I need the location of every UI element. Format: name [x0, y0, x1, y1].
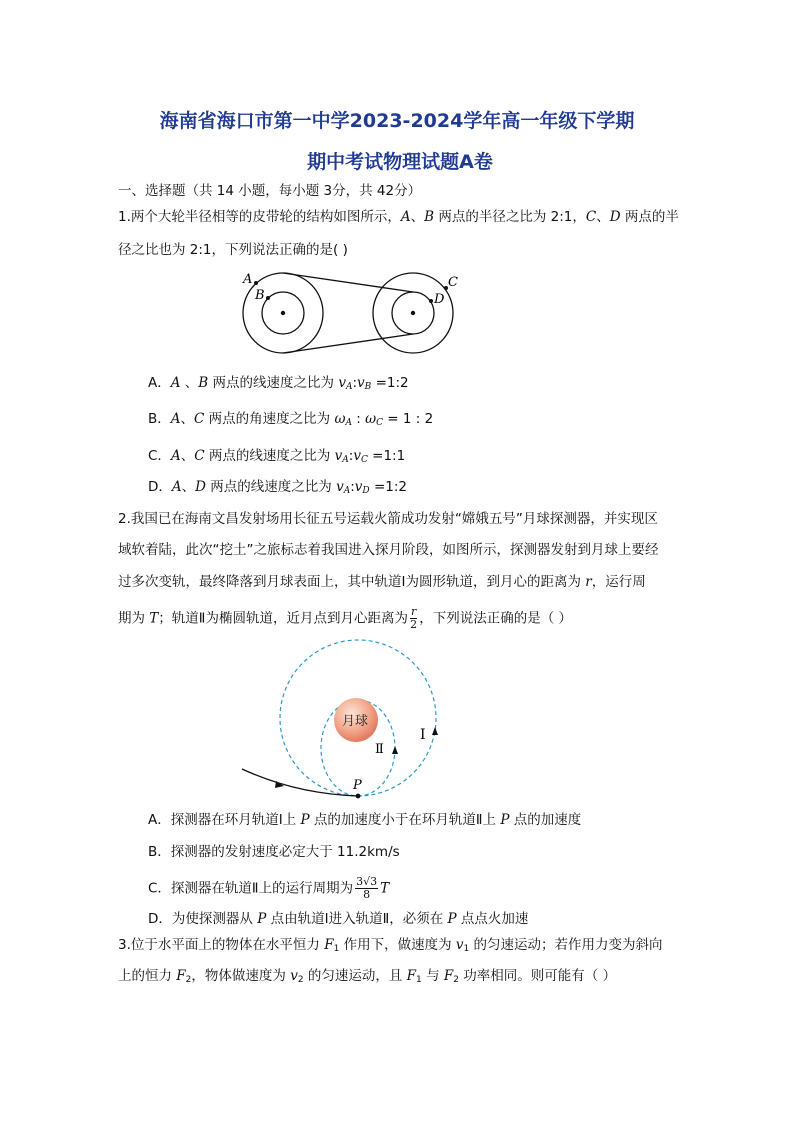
moon-label: 月球: [342, 714, 369, 729]
approach-trajectory: [242, 769, 358, 796]
section-heading: 一、选择题（共 14 小题，每小题 3分，共 42分）: [118, 183, 422, 199]
belt-top: [283, 273, 413, 292]
belt-bottom: [283, 334, 413, 353]
q2-stem-line2: 域软着陆，此次“挖土”之旅标志着我国进入探月阶段，如图所示，探测器发射到月球上要经: [118, 542, 659, 558]
period-fraction: $\frac{3√3}{8}$: [356, 875, 378, 901]
doc-title-line2: 期中考试物理试题A卷: [307, 151, 493, 173]
orbit-two-arrow: [392, 746, 398, 754]
orbit-one-label: Ⅰ: [420, 727, 426, 743]
belt-pulley-diagram: [236, 266, 470, 370]
point-P-label: P: [353, 778, 362, 793]
r-over-2-fraction: $\frac{r}{2}$: [410, 605, 418, 631]
q2-option-b[interactable]: B．探测器的发射速度必定大于 11.2km/s: [148, 844, 400, 860]
q2-option-a[interactable]: A．探测器在环月轨道Ⅰ上 P 点的加速度小于在环月轨道Ⅱ上 P 点的加速度: [148, 812, 582, 828]
q1-option-c[interactable]: C．A、C 两点的线速度之比为 $v_A:v_C$ =1:1: [148, 448, 406, 465]
q1-option-b[interactable]: B．A、C 两点的角速度之比为 $\omega_A$ : $\omega_C = 1$ : 2: [148, 411, 434, 428]
point-P: [356, 794, 361, 799]
q1-stem-line1: 1.两个大轮半径相等的皮带轮的结构如图所示，A、B 两点的半径之比为 2:1，C、D 两点的半: [118, 209, 679, 225]
label-B: B: [255, 288, 265, 303]
label-C: C: [448, 275, 458, 290]
lunar-orbit-diagram: [236, 636, 460, 804]
label-D: D: [434, 292, 445, 307]
point-D: [429, 299, 433, 303]
q2-stem-line3: 过多次变轨，最终降落到月球表面上，其中轨道Ⅰ为圆形轨道，到月心的距离为 r，运行周: [118, 574, 646, 590]
q1-stem-line2: 径之比也为 2:1，下列说法正确的是( ): [118, 242, 348, 258]
right-axle: [411, 311, 415, 315]
left-axle: [281, 311, 285, 315]
q1-option-d[interactable]: D．A、D 两点的线速度之比为 $v_A:v_D$ =1:2: [148, 479, 407, 496]
orbit-one-arrow: [432, 727, 438, 735]
label-A: A: [243, 272, 253, 287]
q1-option-a[interactable]: A．A 、B 两点的线速度之比为 $v_A:v_B$ =1:2: [148, 375, 409, 392]
point-B: [266, 296, 270, 300]
q3-stem-line1: 3.位于水平面上的物体在水平恒力 $F_1$ 作用下，做速度为 $v_1$ 的匀速运动；若作用力变为斜向: [118, 937, 663, 954]
q2-option-c[interactable]: C．探测器在轨道Ⅱ上的运行周期为 $\frac{3√3}{8}$ T: [148, 875, 390, 901]
point-A: [254, 281, 258, 285]
q2-option-d[interactable]: D．为使探测器从 P 点由轨道Ⅰ进入轨道Ⅱ，必须在 P 点点火加速: [148, 911, 529, 927]
q2-stem-line4: 期为 T；轨道Ⅱ为椭圆轨道，近月点到月心距离为 $\frac{r}{2}$ ，下列说法正确的是（ ）: [118, 605, 573, 631]
doc-title-line1: 海南省海口市第一中学2023-2024学年高一年级下学期: [159, 110, 635, 132]
q2-stem-line1: 2.我国已在海南文昌发射场用长征五号运载火箭成功发射“嫦娥五号”月球探测器，并实现区: [118, 511, 658, 527]
q3-stem-line2: 上的恒力 $F_2$，物体做速度为 $v_2$ 的匀速运动，且 $F_1$ 与 $F_2$ 功率相同。则可能有（ ）: [118, 968, 617, 985]
orbit-two-label: Ⅱ: [375, 742, 384, 757]
